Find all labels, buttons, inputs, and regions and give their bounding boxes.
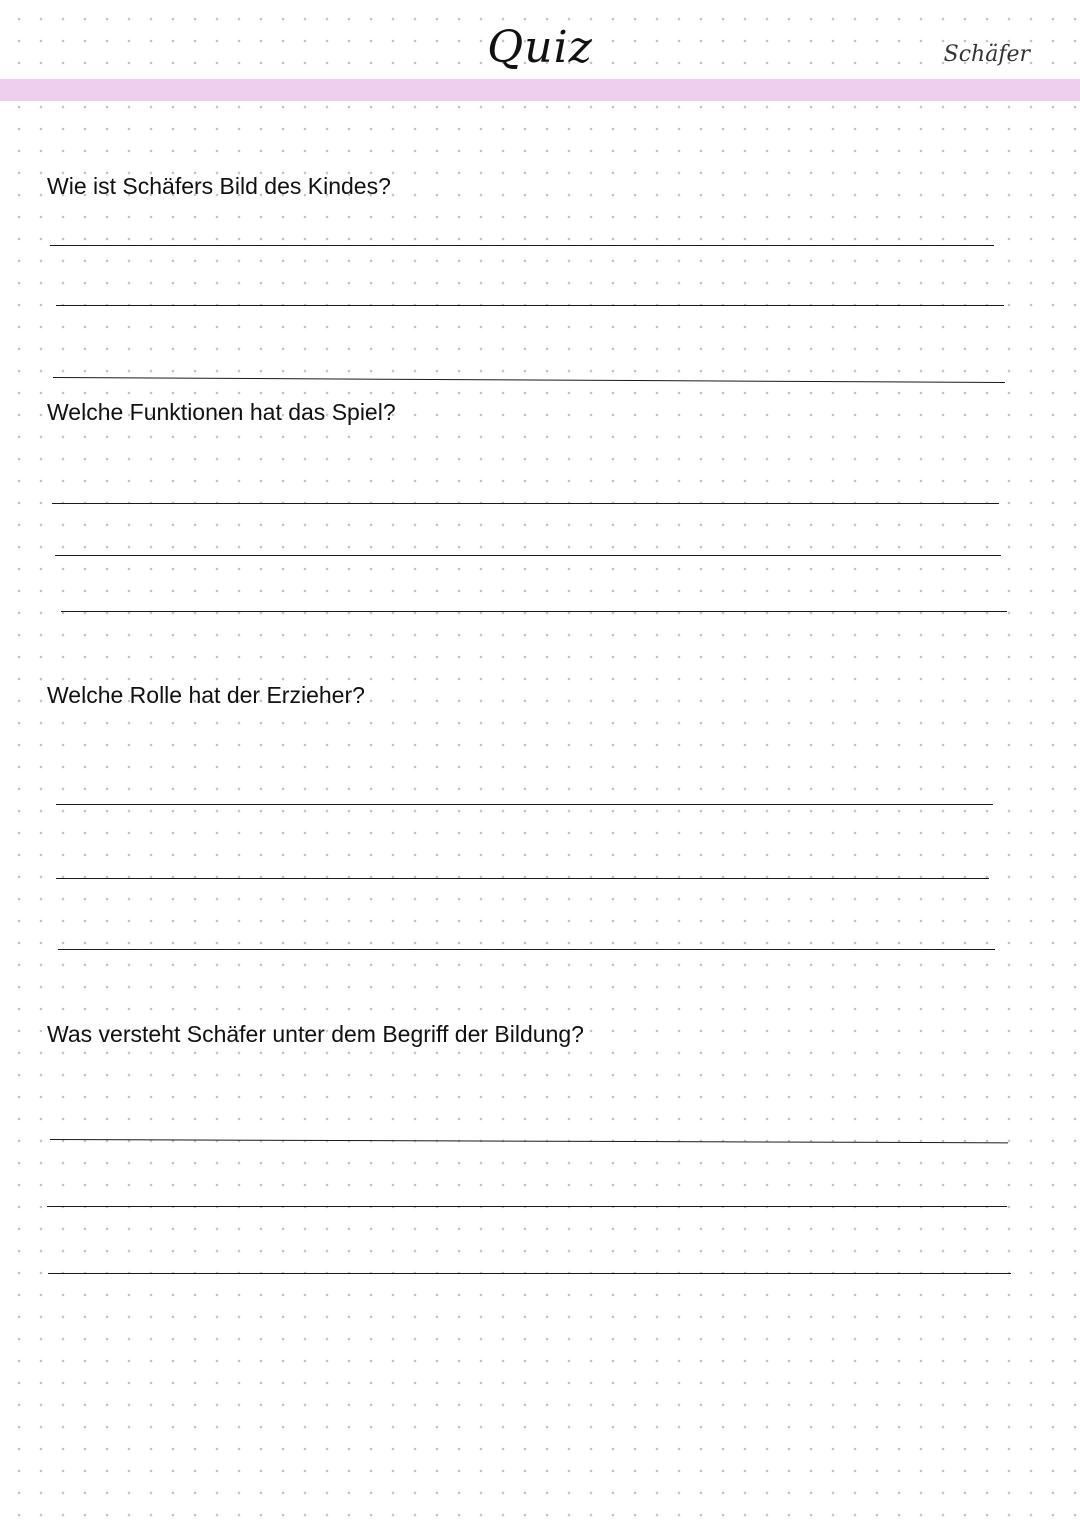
answer-line[interactable] — [50, 245, 994, 246]
page-title: Quiz — [487, 22, 593, 73]
question-text: Was versteht Schäfer unter dem Begriff der Bildung? — [47, 1021, 584, 1047]
answer-line[interactable] — [56, 878, 989, 879]
answer-line[interactable] — [58, 949, 995, 950]
author-name: Schäfer — [943, 42, 1030, 67]
answer-line[interactable] — [55, 555, 1001, 556]
question-text: Welche Funktionen hat das Spiel? — [47, 399, 396, 425]
answer-line[interactable] — [48, 1273, 1011, 1274]
question-text: Welche Rolle hat der Erzieher? — [47, 682, 365, 708]
answer-line[interactable] — [53, 377, 1005, 383]
header-band — [0, 79, 1080, 101]
answer-line[interactable] — [56, 804, 993, 805]
answer-line[interactable] — [61, 611, 1007, 612]
answer-line[interactable] — [47, 1206, 1007, 1207]
answer-line[interactable] — [52, 503, 999, 504]
answer-line[interactable] — [50, 1139, 1008, 1143]
question-text: Wie ist Schäfers Bild des Kindes? — [47, 173, 391, 199]
answer-line[interactable] — [56, 305, 1004, 306]
